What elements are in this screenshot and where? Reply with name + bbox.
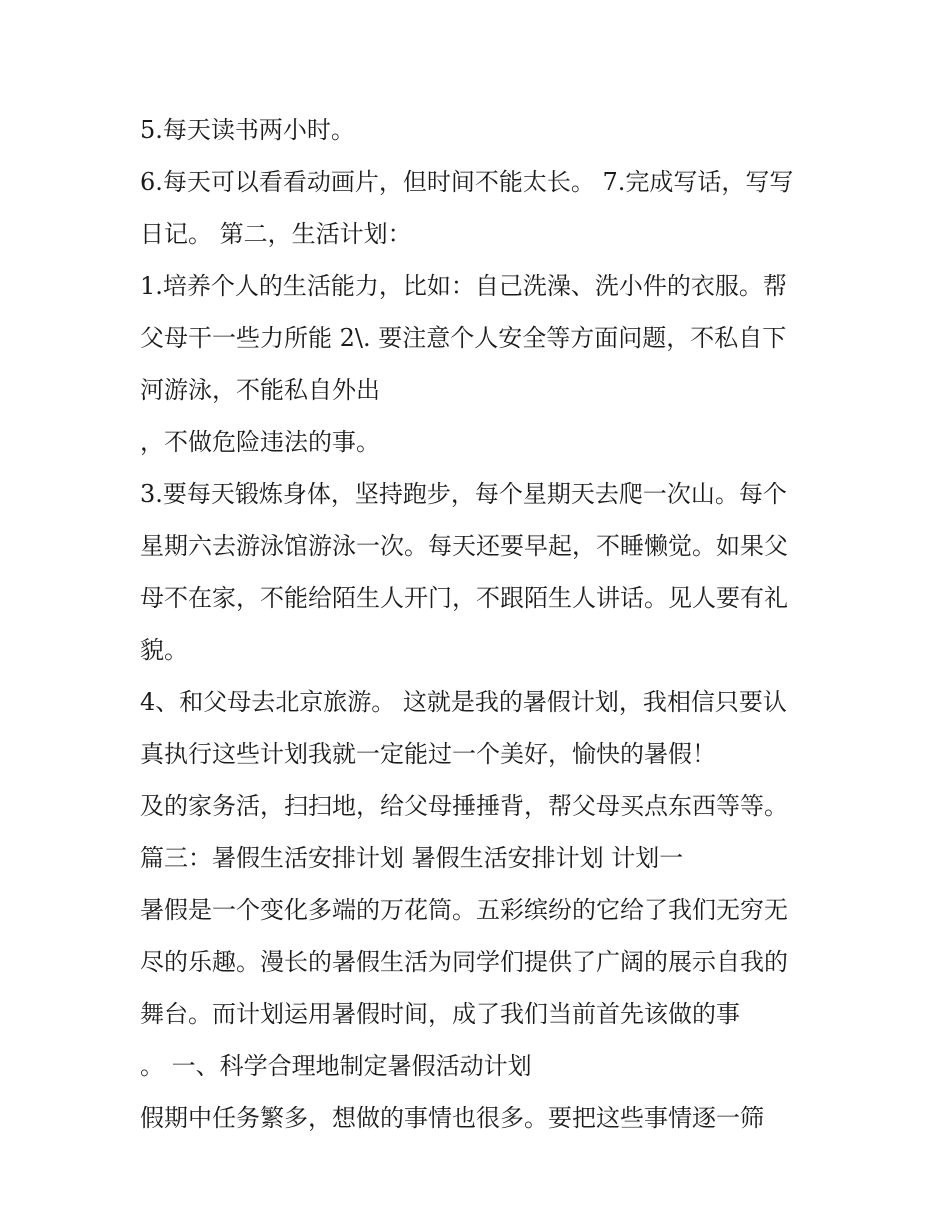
text-line-8: 3.要每天锻炼身体，坚持跑步，每个星期天去爬一次山。每个 xyxy=(140,480,787,508)
text-line-15: 篇三：暑假生活安排计划 暑假生活安排计划 计划一 xyxy=(140,844,684,872)
text-line-20: 假期中任务繁多，想做的事情也很多。要把这些事情逐一筛 xyxy=(140,1104,764,1132)
text-line-11: 貌。 xyxy=(140,636,188,664)
text-line-16: 暑假是一个变化多端的万花筒。五彩缤纷的它给了我们无穷无 xyxy=(140,896,788,924)
text-line-7: ，不做危险违法的事。 xyxy=(140,428,380,456)
text-line-18: 舞台。而计划运用暑假时间，成了我们当前首先该做的事 xyxy=(140,1000,740,1028)
text-line-19: 。 一、科学合理地制定暑假活动计划 xyxy=(140,1052,532,1080)
text-line-13: 真执行这些计划我就一定能过一个美好，愉快的暑假！ xyxy=(140,740,716,768)
text-line-10: 母不在家，不能给陌生人开门，不跟陌生人讲话。见人要有礼 xyxy=(140,584,788,612)
text-line-3: 日记。 第二，生活计划： xyxy=(140,220,412,248)
text-line-4: 1.培养个人的生活能力，比如：自己洗澡、洗小件的衣服。帮 xyxy=(140,272,787,300)
text-line-17: 尽的乐趣。漫长的暑假生活为同学们提供了广阔的展示自我的 xyxy=(140,948,788,976)
text-line-12: 4、和父母去北京旅游。 这就是我的暑假计划，我相信只要认 xyxy=(140,688,787,716)
text-line-6: 河游泳，不能私自外出 xyxy=(140,376,380,404)
text-line-1: 5.每天读书两小时。 xyxy=(140,116,355,144)
text-line-5: 父母干一些力所能 2\. 要注意个人安全等方面问题，不私自下 xyxy=(140,324,787,352)
text-line-9: 星期六去游泳馆游泳一次。每天还要早起，不睡懒觉。如果父 xyxy=(140,532,788,560)
document-body xyxy=(140,104,840,1144)
text-line-14: 及的家务活，扫扫地，给父母捶捶背，帮父母买点东西等等。 xyxy=(140,792,788,820)
text-line-2: 6.每天可以看看动画片，但时间不能太长。 7.完成写话，写写 xyxy=(140,168,794,196)
